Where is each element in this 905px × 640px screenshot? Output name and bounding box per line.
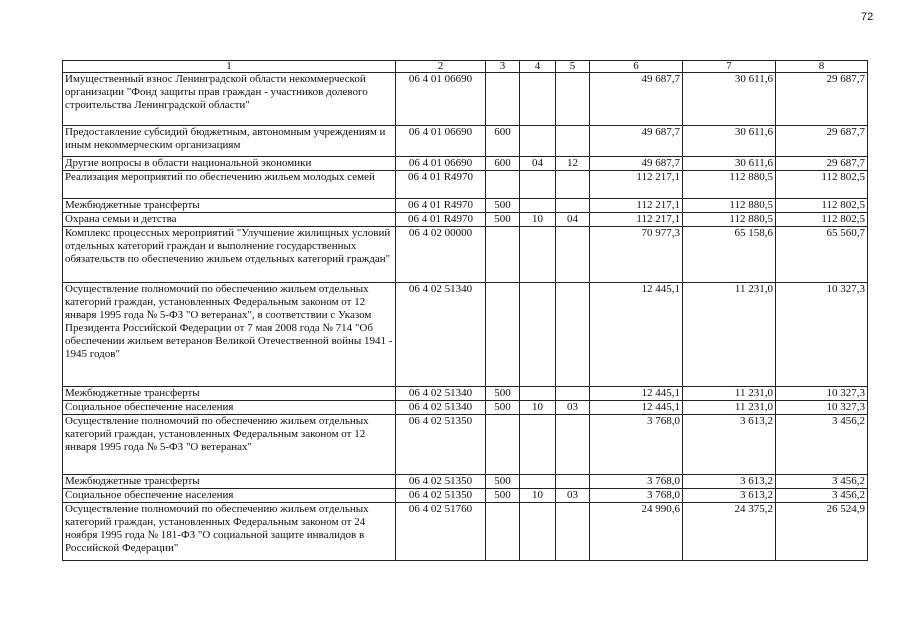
table-row — [63, 489, 868, 503]
row-code: 06 4 02 51350 — [396, 415, 486, 475]
row-pr: 04 — [556, 213, 590, 227]
row-value-3: 112 802,5 — [776, 199, 868, 213]
row-pr — [556, 475, 590, 489]
row-code: 06 4 01 06690 — [396, 157, 486, 171]
row-pr — [556, 387, 590, 401]
row-value-3: 112 802,5 — [776, 171, 868, 199]
table-row — [63, 503, 868, 561]
row-name: Охрана семьи и детства — [63, 213, 396, 227]
row-value-1: 12 445,1 — [590, 283, 683, 387]
table-row — [63, 401, 868, 415]
header-col-7: 7 — [683, 61, 776, 73]
row-vr: 500 — [486, 199, 520, 213]
row-value-1: 3 768,0 — [590, 415, 683, 475]
row-pr: 12 — [556, 157, 590, 171]
row-name: Межбюджетные трансферты — [63, 387, 396, 401]
row-name: Предоставление субсидий бюджетным, автономным учреждениям и иным некоммерческим организациям — [63, 126, 396, 157]
table-row — [63, 475, 868, 489]
row-name: Межбюджетные трансферты — [63, 475, 396, 489]
row-vr: 500 — [486, 387, 520, 401]
row-value-1: 70 977,3 — [590, 227, 683, 283]
row-name: Имущественный взнос Ленинградской области некоммерческой организации "Фонд защиты прав граждан - участников долевого строительства Ленинградской области" — [63, 73, 396, 126]
row-pr — [556, 503, 590, 561]
row-value-3: 10 327,3 — [776, 283, 868, 387]
table-row — [63, 415, 868, 475]
row-value-2: 11 231,0 — [683, 401, 776, 415]
row-value-1: 112 217,1 — [590, 199, 683, 213]
row-value-3: 29 687,7 — [776, 157, 868, 171]
row-name: Осуществление полномочий по обеспечению жильем отдельных категорий граждан, установленных Федеральным законом от 24 ноября 1995 года № 181-ФЗ "О социальной защите инвалидов в Российской Федерации" — [63, 503, 396, 561]
row-value-3: 3 456,2 — [776, 475, 868, 489]
table-row — [63, 157, 868, 171]
row-pr — [556, 415, 590, 475]
row-vr — [486, 503, 520, 561]
row-code: 06 4 01 R4970 — [396, 171, 486, 199]
row-value-1: 49 687,7 — [590, 157, 683, 171]
row-name: Межбюджетные трансферты — [63, 199, 396, 213]
row-rz — [520, 283, 556, 387]
row-pr: 03 — [556, 401, 590, 415]
row-vr: 600 — [486, 126, 520, 157]
row-value-1: 12 445,1 — [590, 387, 683, 401]
row-value-3: 10 327,3 — [776, 387, 868, 401]
row-value-2: 112 880,5 — [683, 199, 776, 213]
row-value-2: 11 231,0 — [683, 283, 776, 387]
row-name: Реализация мероприятий по обеспечению жильем молодых семей — [63, 171, 396, 199]
row-name: Осуществление полномочий по обеспечению жильем отдельных категорий граждан, установленных Федеральным законом от 12 января 1995 года № 5-ФЗ "О ветеранах" — [63, 415, 396, 475]
row-vr: 500 — [486, 401, 520, 415]
row-value-2: 3 613,2 — [683, 475, 776, 489]
row-value-3: 10 327,3 — [776, 401, 868, 415]
header-col-4: 4 — [520, 61, 556, 73]
row-value-3: 65 560,7 — [776, 227, 868, 283]
row-value-1: 49 687,7 — [590, 126, 683, 157]
header-col-6: 6 — [590, 61, 683, 73]
row-name: Комплекс процессных мероприятий "Улучшение жилищных условий отдельных категорий граждан и выполнение государственных обязательств по обеспечению жильем отдельных категорий граждан" — [63, 227, 396, 283]
row-rz — [520, 387, 556, 401]
row-code: 06 4 02 51340 — [396, 401, 486, 415]
row-value-2: 30 611,6 — [683, 73, 776, 126]
row-pr — [556, 227, 590, 283]
table-row — [63, 73, 868, 126]
row-value-1: 112 217,1 — [590, 171, 683, 199]
row-code: 06 4 02 00000 — [396, 227, 486, 283]
row-value-2: 112 880,5 — [683, 171, 776, 199]
row-value-3: 112 802,5 — [776, 213, 868, 227]
row-rz — [520, 171, 556, 199]
row-vr — [486, 283, 520, 387]
row-value-3: 3 456,2 — [776, 415, 868, 475]
row-value-1: 3 768,0 — [590, 489, 683, 503]
row-value-1: 3 768,0 — [590, 475, 683, 489]
row-pr: 03 — [556, 489, 590, 503]
row-code: 06 4 01 R4970 — [396, 199, 486, 213]
row-vr: 500 — [486, 213, 520, 227]
table-row — [63, 227, 868, 283]
header-col-5: 5 — [556, 61, 590, 73]
table-row — [63, 126, 868, 157]
row-vr: 500 — [486, 475, 520, 489]
row-value-1: 24 990,6 — [590, 503, 683, 561]
header-col-1: 1 — [63, 61, 396, 73]
row-rz — [520, 126, 556, 157]
header-col-8: 8 — [776, 61, 868, 73]
row-pr — [556, 199, 590, 213]
row-code: 06 4 02 51340 — [396, 387, 486, 401]
table-row — [63, 213, 868, 227]
row-value-3: 29 687,7 — [776, 126, 868, 157]
row-rz — [520, 73, 556, 126]
row-value-2: 11 231,0 — [683, 387, 776, 401]
budget-table — [62, 60, 868, 561]
table-body — [63, 73, 868, 561]
table-row — [63, 387, 868, 401]
row-value-1: 12 445,1 — [590, 401, 683, 415]
table-row — [63, 171, 868, 199]
header-col-3: 3 — [486, 61, 520, 73]
row-rz: 04 — [520, 157, 556, 171]
row-value-2: 3 613,2 — [683, 489, 776, 503]
row-code: 06 4 02 51350 — [396, 489, 486, 503]
row-rz — [520, 503, 556, 561]
row-value-2: 30 611,6 — [683, 157, 776, 171]
row-value-1: 112 217,1 — [590, 213, 683, 227]
page-number: 72 — [861, 11, 874, 23]
row-name: Осуществление полномочий по обеспечению жильем отдельных категорий граждан, установленных Федеральным законом от 12 января 1995 года № 5-ФЗ "О ветеранах", в соответствии с Указом Президента Российской Федерации от 7 мая 2008 года № 714 "Об обеспечении жильем ветеранов Великой Отечественной войны 1941 - 1945 годов" — [63, 283, 396, 387]
row-pr — [556, 126, 590, 157]
row-code: 06 4 02 51760 — [396, 503, 486, 561]
row-vr — [486, 171, 520, 199]
row-code: 06 4 01 R4970 — [396, 213, 486, 227]
row-vr: 500 — [486, 489, 520, 503]
table-row — [63, 199, 868, 213]
row-value-2: 30 611,6 — [683, 126, 776, 157]
table-row — [63, 283, 868, 387]
row-name: Социальное обеспечение населения — [63, 401, 396, 415]
row-value-2: 24 375,2 — [683, 503, 776, 561]
row-name: Другие вопросы в области национальной экономики — [63, 157, 396, 171]
row-rz — [520, 199, 556, 213]
row-value-2: 112 880,5 — [683, 213, 776, 227]
row-rz: 10 — [520, 213, 556, 227]
row-value-2: 65 158,6 — [683, 227, 776, 283]
row-rz — [520, 475, 556, 489]
row-code: 06 4 02 51340 — [396, 283, 486, 387]
row-vr — [486, 227, 520, 283]
row-code: 06 4 02 51350 — [396, 475, 486, 489]
row-code: 06 4 01 06690 — [396, 73, 486, 126]
row-vr — [486, 73, 520, 126]
row-value-2: 3 613,2 — [683, 415, 776, 475]
row-pr — [556, 171, 590, 199]
row-rz — [520, 227, 556, 283]
row-value-3: 3 456,2 — [776, 489, 868, 503]
row-name: Социальное обеспечение населения — [63, 489, 396, 503]
header-col-2: 2 — [396, 61, 486, 73]
row-value-3: 29 687,7 — [776, 73, 868, 126]
row-vr: 600 — [486, 157, 520, 171]
row-value-1: 49 687,7 — [590, 73, 683, 126]
row-rz: 10 — [520, 401, 556, 415]
row-vr — [486, 415, 520, 475]
row-rz: 10 — [520, 489, 556, 503]
row-value-3: 26 524,9 — [776, 503, 868, 561]
row-pr — [556, 283, 590, 387]
header-row — [63, 61, 868, 73]
row-code: 06 4 01 06690 — [396, 126, 486, 157]
row-pr — [556, 73, 590, 126]
row-rz — [520, 415, 556, 475]
